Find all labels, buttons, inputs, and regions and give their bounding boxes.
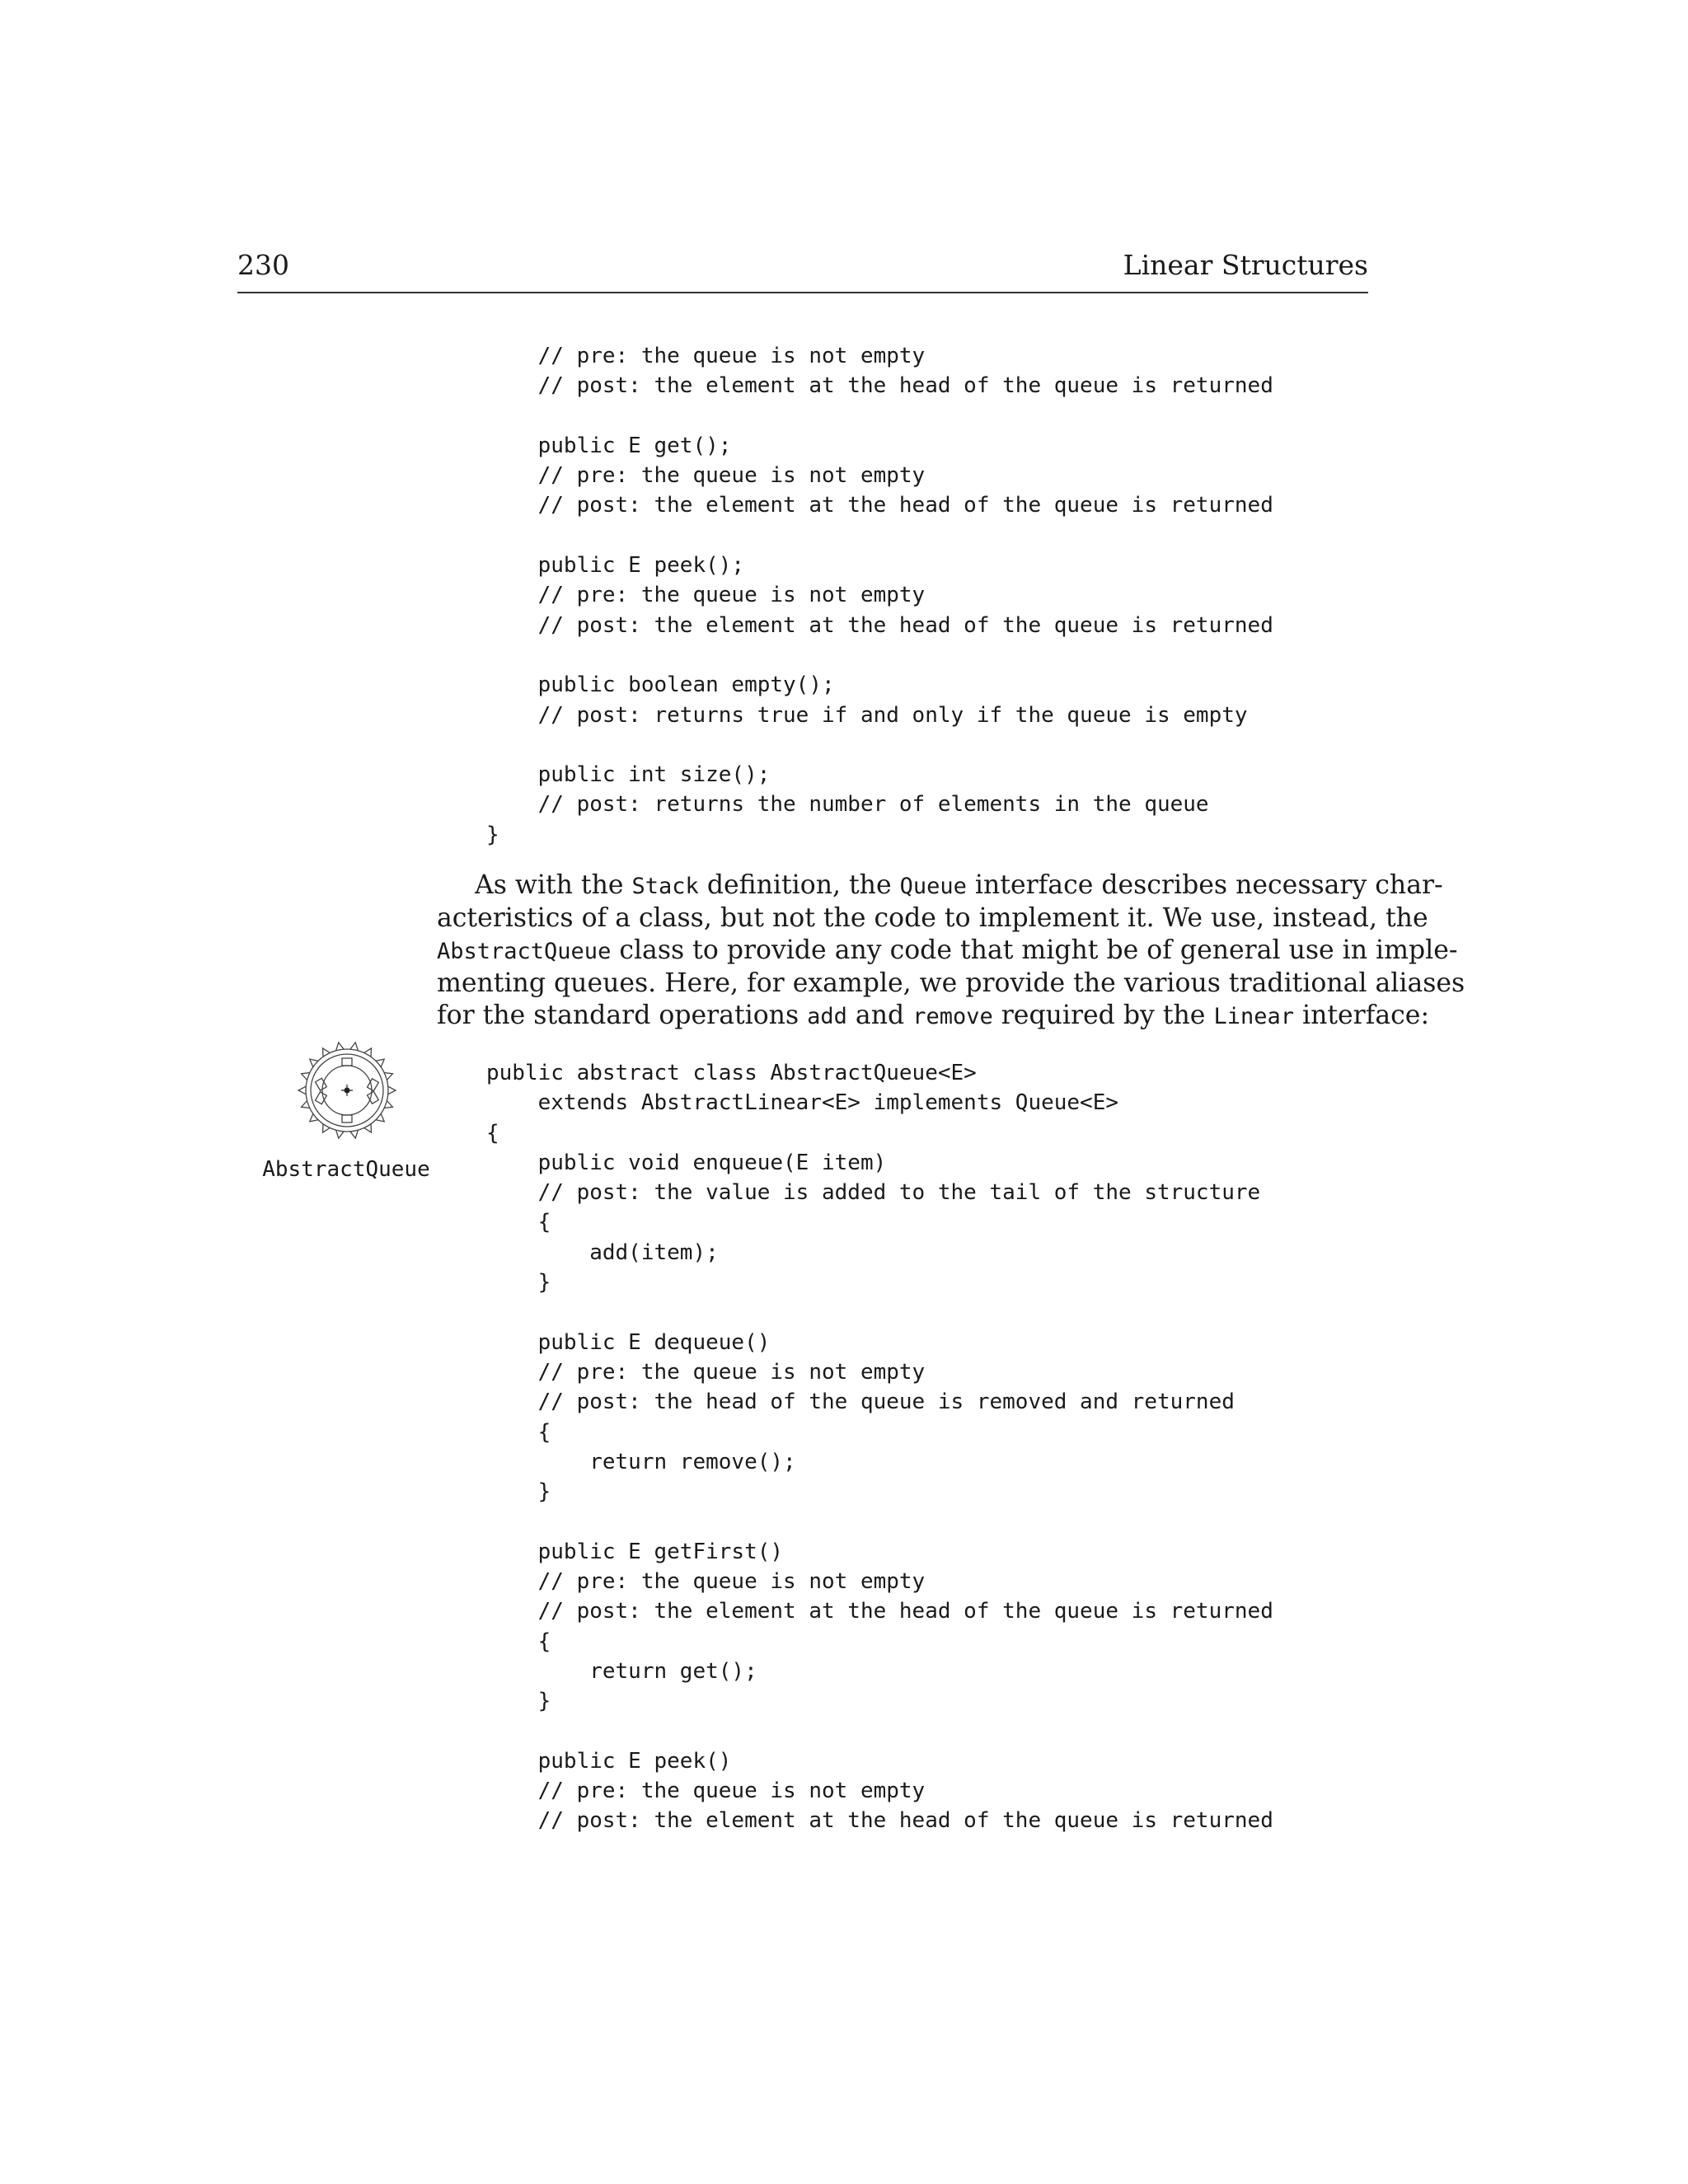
gear-tooth — [388, 1086, 396, 1094]
paragraph-line — [437, 935, 1458, 968]
code-line: // pre: the queue is not empty — [486, 1569, 926, 1595]
code-line: // post: the element at the head of the queue is returned — [486, 612, 1273, 638]
code-line: public E getFirst() — [486, 1539, 784, 1564]
code-line: { — [486, 1419, 551, 1445]
code-line: { — [486, 1210, 551, 1235]
text-run: class to provide any code that might be of general use in imple- — [611, 935, 1458, 965]
code-line: // post: the element at the head of the queue is returned — [486, 1599, 1273, 1624]
text-run: acteristics of a class, but not the code to implement it. We use, instead, the — [437, 903, 1428, 933]
text-run: interface describes necessary char- — [966, 870, 1443, 900]
code-line: // pre: the queue is not empty — [486, 463, 926, 489]
code-line: add(item); — [486, 1240, 719, 1265]
page-number: 230 — [237, 249, 289, 281]
text-run: As with the — [475, 870, 632, 900]
paragraph-line — [437, 968, 1465, 1000]
paragraph-line — [437, 1000, 1430, 1033]
code-line: // post: the value is added to the tail of the structure — [486, 1180, 1261, 1206]
text-run: definition, the — [698, 870, 900, 900]
text-run: and — [846, 1001, 913, 1030]
code-line: return remove(); — [486, 1449, 796, 1474]
code-line: public int size(); — [486, 762, 771, 788]
text-run: required by the — [992, 1001, 1214, 1030]
gear-tooth — [364, 1124, 372, 1132]
inline-code-remove: remove — [912, 1004, 993, 1029]
code-listing-queue-interface — [486, 341, 1273, 850]
code-line: // post: the element at the head of the queue is returned — [486, 493, 1273, 518]
code-line: public E peek() — [486, 1748, 732, 1774]
code-line: return get(); — [486, 1658, 757, 1684]
code-line: public E get(); — [486, 433, 732, 458]
code-line: } — [486, 1270, 551, 1296]
code-line: // post: the element at the head of the queue is returned — [486, 373, 1273, 399]
gear-tooth — [323, 1124, 331, 1132]
gear-tooth — [298, 1086, 306, 1094]
code-line: public boolean empty(); — [486, 673, 835, 698]
code-line: extends AbstractLinear<E> implements Queue<E> — [486, 1090, 1119, 1116]
code-line: public E dequeue() — [486, 1329, 771, 1355]
paragraph-line — [437, 902, 1428, 935]
code-line: // post: the element at the head of the queue is returned — [486, 1808, 1273, 1834]
gear-tooth — [323, 1048, 331, 1057]
paragraph-line — [437, 869, 1443, 902]
margin-label: AbstractQueue — [262, 1157, 430, 1182]
code-line: // post: returns true if and only if the queue is empty — [486, 702, 1248, 728]
running-header — [237, 249, 1368, 293]
code-line: // post: the head of the queue is removed and returned — [486, 1390, 1235, 1415]
code-line: // post: returns the number of elements in the queue — [486, 792, 1209, 818]
code-line: // pre: the queue is not empty — [486, 583, 926, 608]
inline-code-queue: Queue — [899, 874, 967, 899]
text-run: interface: — [1293, 1001, 1430, 1030]
gear-tooth — [364, 1048, 372, 1057]
inline-code-stack: Stack — [631, 874, 699, 899]
code-line: public abstract class AbstractQueue<E> — [486, 1061, 977, 1085]
code-line: } — [486, 822, 499, 847]
code-line: { — [486, 1629, 551, 1654]
text-run: menting queues. Here, for example, we provide the various traditional aliases — [437, 968, 1465, 998]
inline-code-linear: Linear — [1213, 1004, 1294, 1029]
inline-code-abstractqueue: AbstractQueue — [437, 939, 612, 964]
body-paragraph — [437, 869, 1465, 1033]
code-line: public void enqueue(E item) — [486, 1150, 887, 1175]
code-line: // pre: the queue is not empty — [486, 1779, 926, 1804]
code-line: // pre: the queue is not empty — [486, 344, 926, 368]
code-line: } — [486, 1689, 551, 1714]
inline-code-add: add — [807, 1004, 847, 1029]
code-line: // pre: the queue is not empty — [486, 1359, 926, 1385]
code-line: { — [486, 1120, 499, 1146]
code-line: } — [486, 1479, 551, 1505]
text-run: for the standard operations — [437, 1001, 808, 1030]
running-title: Linear Structures — [1123, 249, 1368, 281]
code-listing-abstractqueue — [486, 1058, 1273, 1836]
gear-icon — [297, 1040, 397, 1141]
code-line: public E peek(); — [486, 553, 745, 579]
